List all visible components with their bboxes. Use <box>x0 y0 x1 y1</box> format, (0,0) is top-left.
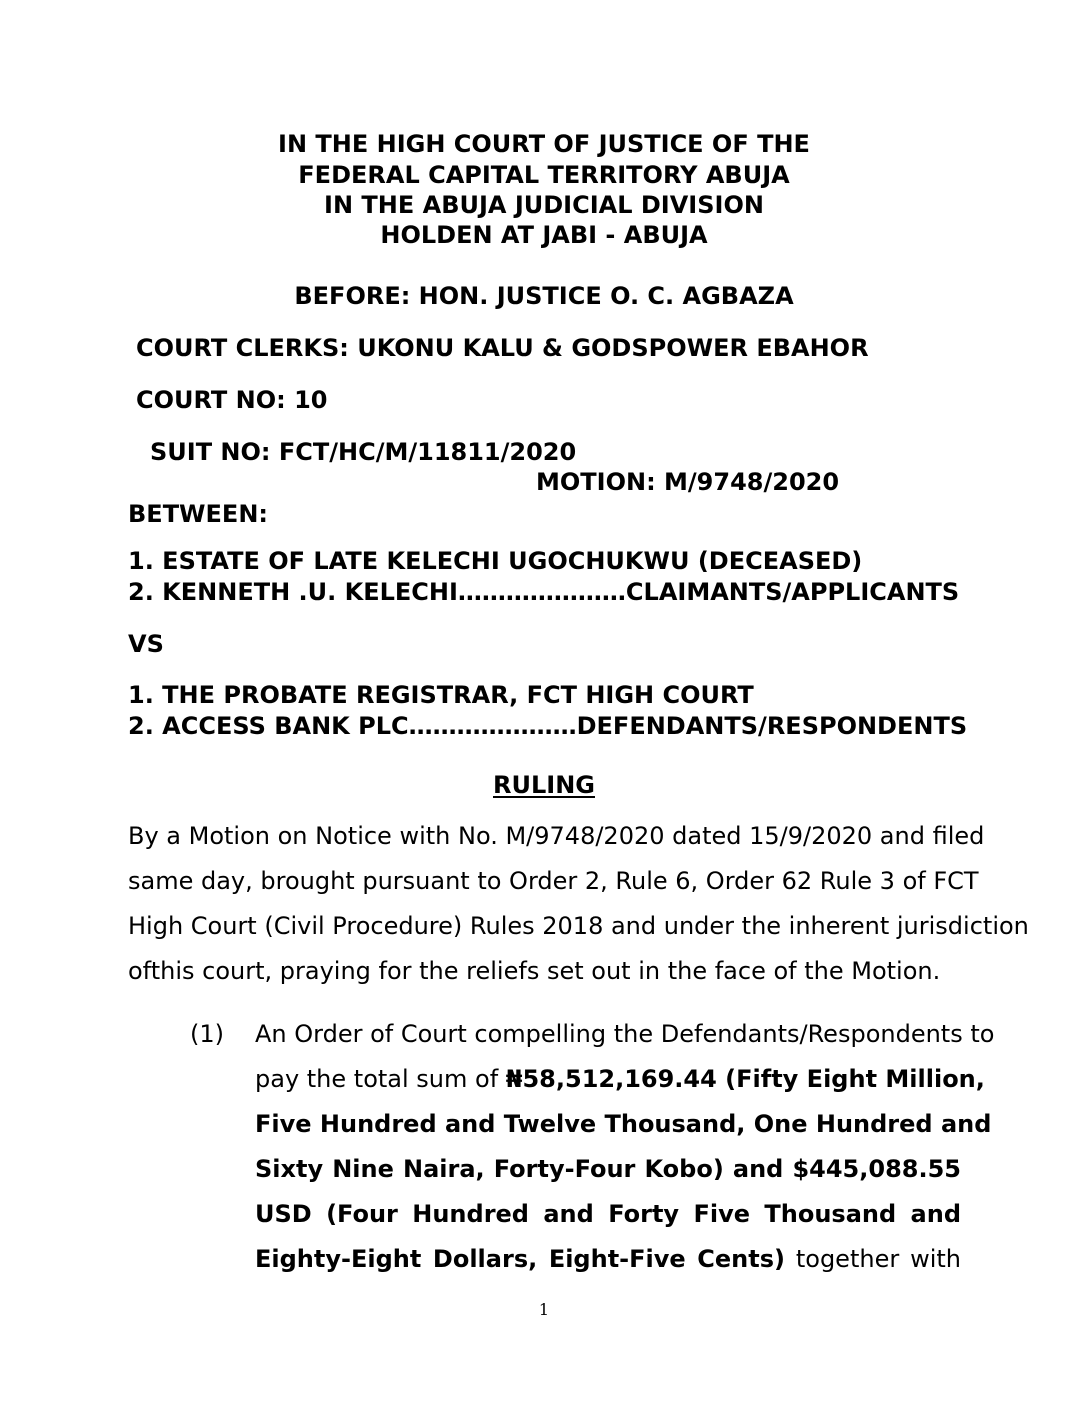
relief-1-dollar-words: Eighty-Eight Dollars, Eight-Five Cents) <box>255 1245 785 1273</box>
versus-label: VS <box>128 630 164 658</box>
relief-1-line-6-plain: together with <box>784 1245 961 1273</box>
court-number: COURT NO: 10 <box>136 386 328 414</box>
court-header-line-2: FEDERAL CAPITAL TERRITORY ABUJA <box>298 161 790 189</box>
ruling-title: RULING <box>493 771 595 799</box>
court-header-line-1: IN THE HIGH COURT OF JUSTICE OF THE <box>278 130 810 158</box>
motion-number: MOTION: M/9748/2020 <box>536 468 840 496</box>
suit-number: SUIT NO: FCT/HC/M/11811/2020 <box>150 438 577 466</box>
relief-1-body <box>255 1012 995 1282</box>
relief-1-line-4: Sixty Nine Naira, Forty-Four Kobo) and $445,088.55 <box>255 1155 961 1183</box>
relief-1-line-5: USD (Four Hundred and Forty Five Thousand and <box>255 1200 961 1228</box>
claimant-1: 1. ESTATE OF LATE KELECHI UGOCHUKWU (DECEASED) <box>128 547 863 575</box>
page-number: 1 <box>538 1300 550 1319</box>
intro-line-3: High Court (Civil Procedure) Rules 2018 and under the inherent jurisdiction <box>128 912 1029 940</box>
defendant-1: 1. THE PROBATE REGISTRAR, FCT HIGH COURT <box>128 681 754 709</box>
intro-line-1: By a Motion on Notice with No. M/9748/2020 dated 15/9/2020 and filed <box>128 822 985 850</box>
defendant-2: 2. ACCESS BANK PLC…………………DEFENDANTS/RESPONDENTS <box>128 712 968 740</box>
intro-paragraph <box>128 814 1029 994</box>
before-justice: BEFORE: HON. JUSTICE O. C. AGBAZA <box>294 282 794 310</box>
court-header-line-4: HOLDEN AT JABI - ABUJA <box>380 221 708 249</box>
relief-1-line-2-plain: pay the total sum of <box>255 1065 506 1093</box>
relief-1-naira-amount: ₦58,512,169.44 (Fifty Eight Million, <box>505 1065 985 1093</box>
relief-1-line-3: Five Hundred and Twelve Thousand, One Hundred and <box>255 1110 992 1138</box>
intro-line-4: ofthis court, praying for the reliefs set out in the face of the Motion. <box>128 957 941 985</box>
relief-1-line-2 <box>255 1057 985 1102</box>
relief-1-line-6 <box>255 1237 961 1282</box>
court-clerks: COURT CLERKS: UKONU KALU & GODSPOWER EBAHOR <box>136 334 869 362</box>
court-header-line-3: IN THE ABUJA JUDICIAL DIVISION <box>324 191 764 219</box>
relief-1-line-1: An Order of Court compelling the Defendants/Respondents to <box>255 1020 995 1048</box>
between-label: BETWEEN: <box>128 500 269 528</box>
claimant-2: 2. KENNETH .U. KELECHI…………………CLAIMANTS/APPLICANTS <box>128 578 960 606</box>
relief-1-number: (1) <box>190 1020 224 1048</box>
intro-line-2: same day, brought pursuant to Order 2, Rule 6, Order 62 Rule 3 of FCT <box>128 867 979 895</box>
